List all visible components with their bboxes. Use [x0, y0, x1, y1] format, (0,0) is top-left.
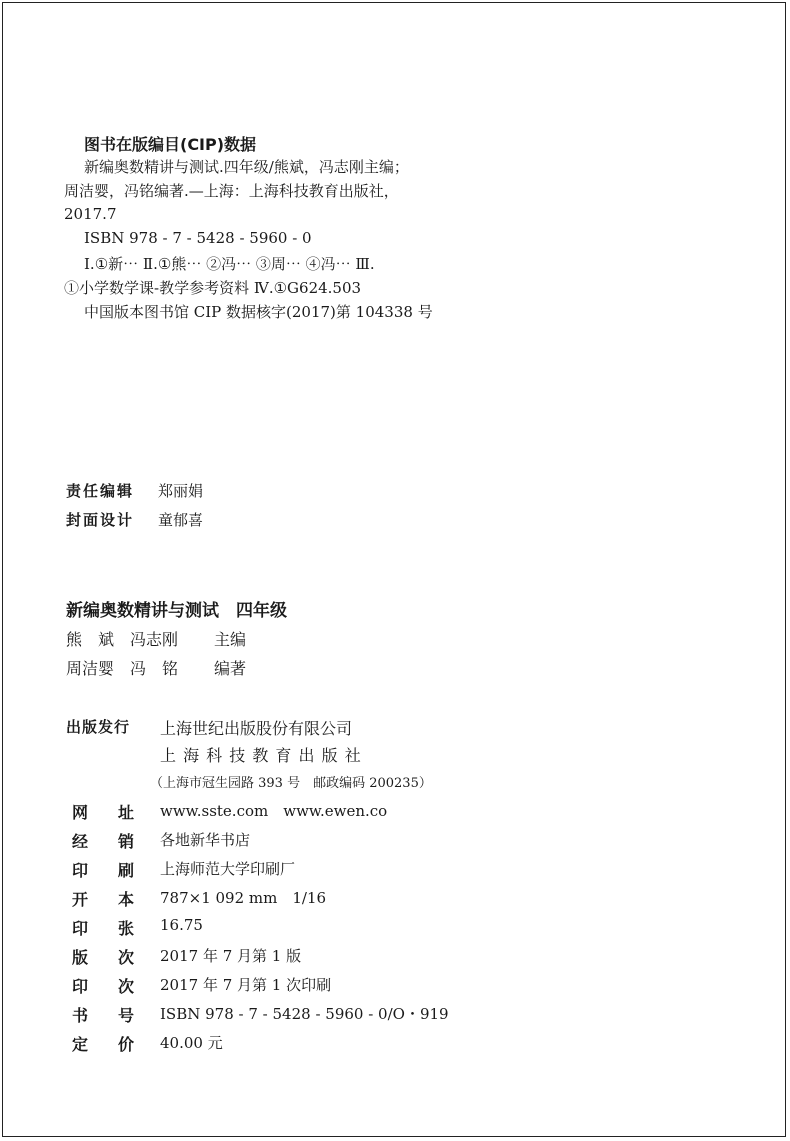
spec-value-printer: 上海师范大学印刷厂 — [160, 860, 296, 878]
spec-value-website: www.sste.com www.ewen.co — [160, 802, 388, 820]
spec-label-printer: 印 刷 — [72, 861, 134, 880]
cip-line-3: 2017.7 — [64, 205, 117, 223]
cover-design-value: 童郁喜 — [158, 511, 204, 529]
authors: 周洁婴 冯 铭 — [66, 659, 179, 678]
spec-label-website: 网 址 — [72, 803, 134, 822]
cip-line-4: ISBN 978 - 7 - 5428 - 5960 - 0 — [84, 229, 312, 247]
cip-line-5: Ⅰ.①新⋯ Ⅱ.①熊⋯ ②冯⋯ ③周⋯ ④冯⋯ Ⅲ. — [84, 255, 375, 273]
responsible-editor-value: 郑丽娟 — [158, 482, 204, 500]
spec-label-price: 定 价 — [72, 1035, 134, 1054]
publisher-name-1: 上海世纪出版股份有限公司 — [160, 719, 353, 738]
spec-value-edition: 2017 年 7 月第 1 版 — [160, 947, 302, 965]
spec-value-sheets: 16.75 — [160, 916, 203, 934]
authors-role: 编著 — [214, 659, 247, 678]
spec-label-isbn: 书 号 — [72, 1006, 134, 1025]
cip-line-2: 周洁婴，冯铭编著.—上海：上海科技教育出版社， — [64, 182, 399, 200]
chief-editors-role: 主编 — [214, 630, 247, 649]
spec-value-isbn: ISBN 978 - 7 - 5428 - 5960 - 0/O・919 — [160, 1005, 449, 1023]
cip-line-6: ①小学数学课-教学参考资料 Ⅳ.①G624.503 — [64, 279, 362, 297]
chief-editors: 熊 斌 冯志刚 — [66, 630, 179, 649]
spec-value-distributor: 各地新华书店 — [160, 831, 251, 849]
spec-label-distributor: 经 销 — [72, 832, 134, 851]
spec-value-price: 40.00 元 — [160, 1034, 223, 1052]
spec-value-printing: 2017 年 7 月第 1 次印刷 — [160, 976, 332, 994]
publisher-name-2: 上 海 科 技 教 育 出 版 社 — [160, 746, 362, 765]
publisher-label: 出版发行 — [66, 718, 131, 736]
book-title: 新编奥数精讲与测试 四年级 — [66, 601, 287, 621]
cip-title: 图书在版编目(CIP)数据 — [84, 135, 257, 154]
cover-design-label: 封面设计 — [66, 511, 135, 529]
spec-label-sheets: 印 张 — [72, 919, 134, 938]
spec-label-edition: 版 次 — [72, 948, 134, 967]
publisher-address: （上海市冠生园路 393 号 邮政编码 200235） — [150, 776, 432, 791]
responsible-editor-label: 责任编辑 — [66, 482, 135, 500]
cip-line-7: 中国版本图书馆 CIP 数据核字(2017)第 104338 号 — [84, 303, 433, 321]
spec-label-printing: 印 次 — [72, 977, 134, 996]
cip-line-1: 新编奥数精讲与测试.四年级/熊斌，冯志刚主编； — [84, 158, 409, 176]
spec-label-format: 开 本 — [72, 890, 134, 909]
spec-value-format: 787×1 092 mm 1/16 — [160, 889, 327, 907]
